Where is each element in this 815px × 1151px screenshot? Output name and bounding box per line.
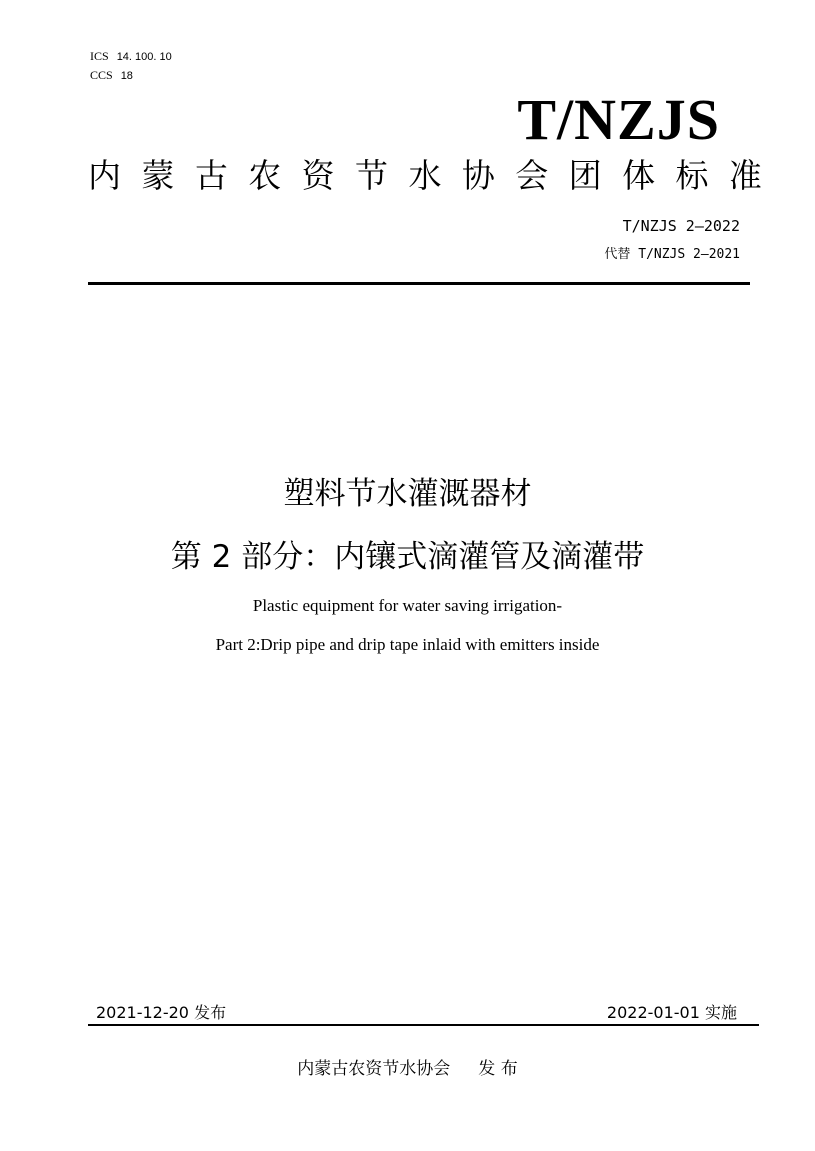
org-title-char: 农 — [248, 156, 282, 195]
ccs-code: 18 — [120, 70, 133, 82]
org-title-char: 内 — [88, 156, 121, 195]
implementation-date: 2022-01-01 实施 — [606, 1003, 737, 1022]
publisher-line — [0, 1058, 815, 1080]
org-title-char: 准 — [728, 156, 762, 195]
org-title-char: 协 — [461, 156, 495, 195]
publisher-action: 发 布 — [478, 1059, 518, 1079]
org-title-char: 水 — [408, 156, 442, 195]
org-title-char: 团 — [568, 156, 602, 195]
header-divider — [88, 282, 750, 285]
english-title-line-2: Part 2:Drip pipe and drip tape inlaid with emitters inside — [215, 635, 600, 654]
publisher-org: 内蒙古农资节水协会 — [297, 1059, 451, 1079]
standard-brand-mark: T/NZJS — [517, 87, 720, 152]
replaced-standard: 代替 T/NZJS 2—2021 — [604, 247, 740, 262]
ics-code: 14. 100. 10 — [116, 51, 172, 63]
org-title-char: 节 — [355, 156, 389, 195]
org-title-char: 蒙 — [141, 156, 175, 195]
ccs-line — [90, 68, 133, 83]
ccs-label: CCS — [90, 68, 113, 82]
standard-number: T/NZJS 2—2022 — [622, 217, 740, 235]
ics-line — [90, 49, 172, 64]
issue-date: 2021-12-20 发布 — [96, 1003, 227, 1022]
english-title-line-1: Plastic equipment for water saving irrigation- — [252, 596, 563, 615]
org-title-char: 会 — [515, 156, 549, 195]
org-title-char: 古 — [194, 156, 228, 195]
chinese-title-line-2: 第 2 部分：内镶式滴灌管及滴灌带 — [170, 539, 645, 575]
organization-standard-title — [88, 156, 762, 196]
ics-label: ICS — [90, 49, 109, 63]
org-title-char: 标 — [675, 156, 709, 195]
footer-divider — [88, 1024, 759, 1026]
org-title-char: 体 — [622, 156, 656, 195]
chinese-title-line-1: 塑料节水灌溉器材 — [283, 476, 532, 512]
org-title-char: 资 — [301, 156, 335, 195]
